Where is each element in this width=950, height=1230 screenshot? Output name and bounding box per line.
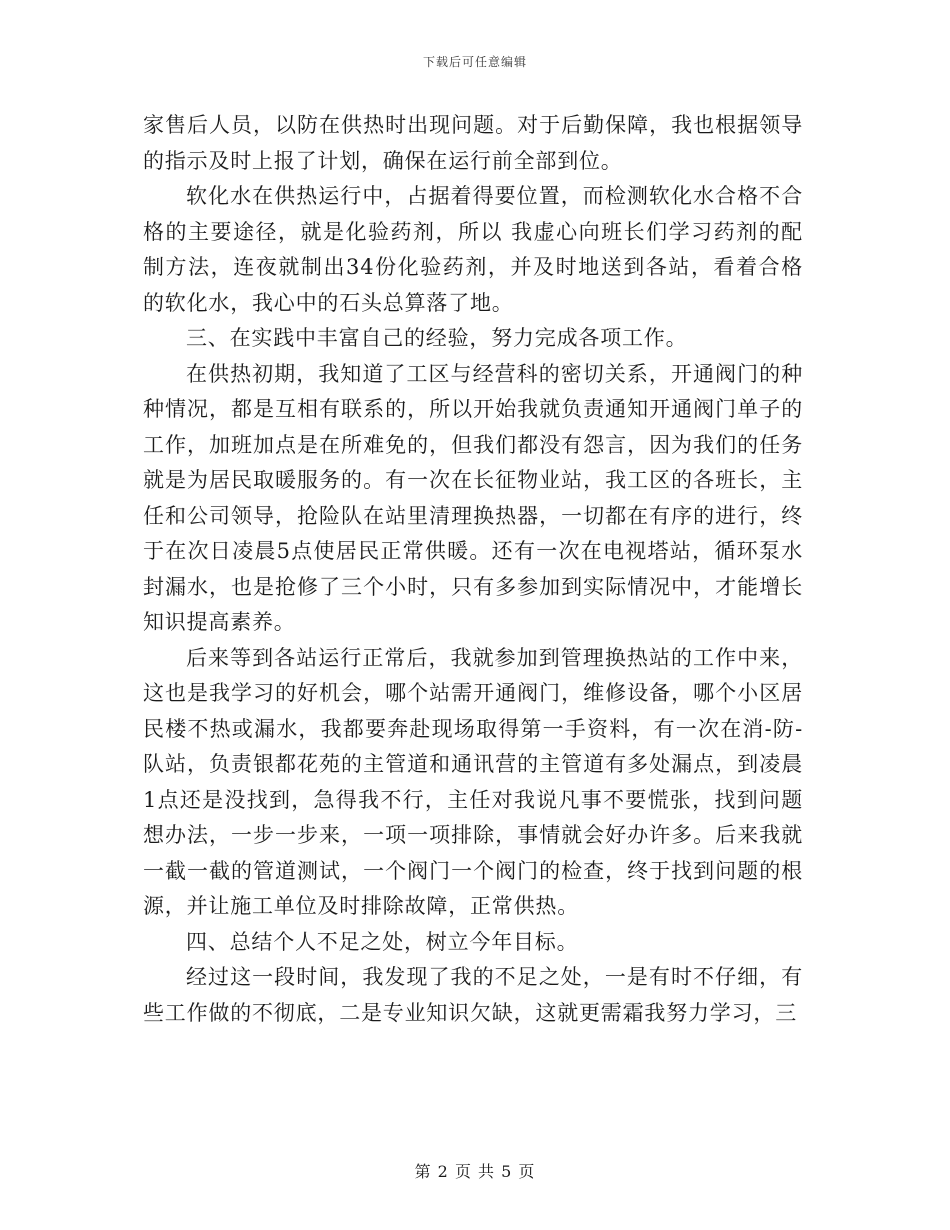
page-header: 下载后可任意编辑	[422, 55, 527, 69]
page-footer: 第 2 页 共 5 页	[414, 1162, 536, 1181]
section-heading-4: 四、总结个人不足之处，树立今年目标。	[186, 929, 579, 954]
section-heading-3: 三、在实践中丰富自己的经验，努力完成各项工作。	[186, 326, 688, 350]
paragraph-5: 后来等到各站运行正常后，我就参加到管理换热站的工作中来，这也是我学习的好机会，哪个站需开通阀门，维修设备，哪个小区居民楼不热或漏水，我都要奔赴现场取得第一手资料，有一次在消-防-队站，负责银都花苑的主管道和通讯营的主管道有多处漏点，到凌晨1点还是没找到，急得我不行，主任对我说凡事不要慌张，找到问题想办法，一步一步来，一项一项排除，事情就会好办许多。后来我就一截一截的管道测试，一个阀门一个阀门的检查，终于找到问题的根源，并让施工单位及时排除故障，正常供热。	[143, 645, 803, 918]
document-body	[143, 108, 803, 1031]
paragraph-2: 软化水在供热运行中，占据着得要位置，而检测软化水合格不合格的主要途径，就是化验药剂，所以 我虚心向班长们学习药剂的配制方法，连夜就制出34份化验药剂，并及时地送到各站，看着合格的软化水，我心中的石头总算落了地。	[143, 184, 803, 315]
paragraph-1: 家售后人员，以防在供热时出现问题。对于后勤保障，我也根据领导的指示及时上报了计划，确保在运行前全部到位。	[143, 113, 803, 173]
paragraph-4: 在供热初期，我知道了工区与经营科的密切关系，开通阀门的种种情况，都是互相有联系的，所以开始我就负责通知开通阀门单子的工作，加班加点是在所难免的，但我们都没有怨言，因为我们的任务就是为居民取暖服务的。有一次在长征物业站，我工区的各班长，主任和公司领导，抢险队在站里清理换热器，一切都在有序的进行，终于在次日凌晨5点使居民正常供暖。还有一次在电视塔站，循环泵水封漏水，也是抢修了三个小时，只有多参加到实际情况中，才能增长知识提高素养。	[143, 361, 803, 634]
paragraph-7: 经过这一段时间，我发现了我的不足之处，一是有时不仔细，有些工作做的不彻底，二是专业知识欠缺，这就更需霜我努力学习，三	[143, 965, 803, 1025]
